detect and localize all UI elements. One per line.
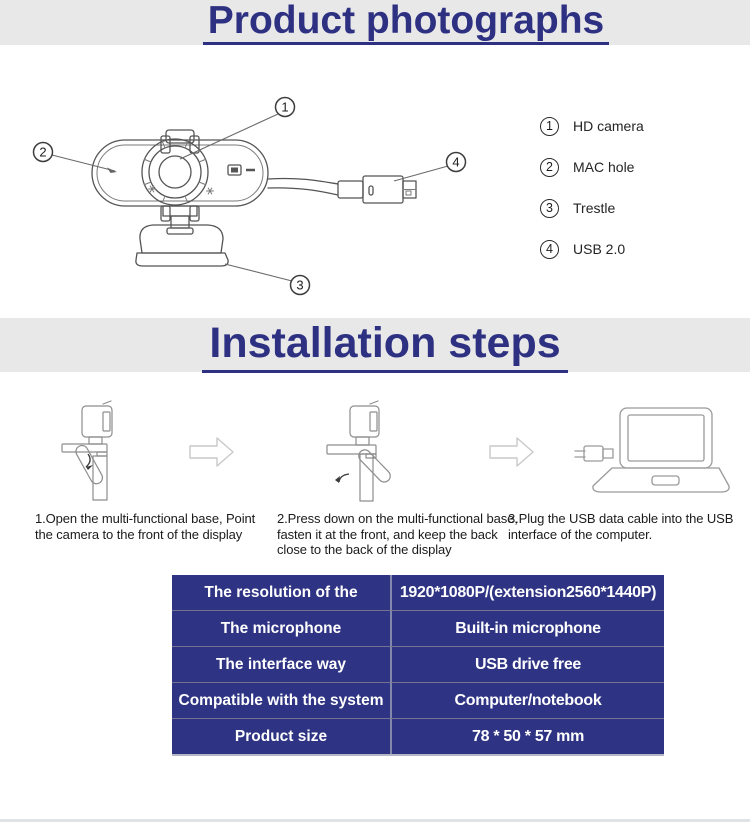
- install-title: Installation steps: [202, 318, 567, 373]
- spec-label: The resolution of the: [204, 583, 358, 601]
- spec-value: 1920*1080P/(extension2560*1440P): [390, 575, 664, 610]
- webcam-neck: [161, 206, 199, 234]
- svg-text:4: 4: [452, 154, 460, 170]
- usb-cable-plug: [268, 176, 416, 203]
- step3-caption: 3.Plug the USB data cable into the USB interface of the computer.: [508, 511, 734, 542]
- legend-item-usb: [540, 239, 644, 259]
- parts-legend: [540, 116, 644, 280]
- webcam-top-clip: [161, 130, 199, 153]
- camera-lens-icon: [142, 139, 208, 205]
- legend-item-mac-hole: [540, 157, 644, 177]
- photos-title: Product photographs: [203, 0, 609, 45]
- spec-value: Computer/notebook: [390, 682, 664, 718]
- spec-label: Product size: [172, 718, 390, 754]
- indicator-icons: [149, 165, 256, 194]
- legend-label: Trestle: [573, 200, 616, 216]
- callout-1: [180, 98, 295, 160]
- svg-text:3: 3: [296, 277, 304, 293]
- spec-value: 78 * 50 * 57 mm: [390, 718, 664, 754]
- legend-label: USB 2.0: [573, 241, 626, 257]
- installation-steps-art: [0, 390, 750, 512]
- circled-number-3-icon: 3: [540, 199, 559, 218]
- spec-label: Compatible with the system: [172, 682, 390, 718]
- spec-label: The microphone: [172, 610, 390, 646]
- callout-4: [394, 153, 466, 182]
- install-header-band: [0, 318, 750, 372]
- step3-laptop-illustration: [575, 408, 729, 492]
- circled-number-4-icon: 4: [540, 240, 559, 259]
- legend-label: MAC hole: [573, 159, 635, 175]
- callout-3: [225, 264, 310, 295]
- photos-header-band: [0, 0, 750, 45]
- webcam-diagram: [20, 85, 520, 307]
- spec-table: [172, 575, 664, 754]
- step2-illustration: [327, 401, 393, 501]
- circled-number-2-icon: 2: [540, 158, 559, 177]
- trestle-base: [136, 225, 228, 266]
- spec-label: The interface way: [172, 646, 390, 682]
- spec-value: Built-in microphone: [390, 610, 664, 646]
- step1-illustration: [62, 401, 112, 500]
- legend-item-hd-camera: [540, 116, 644, 136]
- step2-caption: 2.Press down on the multi-functional base, fasten it at the front, and keep the back close to the back of the display: [277, 511, 518, 557]
- svg-text:1: 1: [281, 99, 289, 115]
- step1-caption: 1.Open the multi-functional base, Point the camera to the front of the display: [35, 511, 256, 542]
- svg-text:2: 2: [39, 144, 47, 160]
- legend-item-trestle: [540, 198, 644, 218]
- spec-value: USB drive free: [390, 646, 664, 682]
- arrow-right-icon: [190, 438, 233, 466]
- circled-number-1-icon: 1: [540, 117, 559, 136]
- arrow-right-icon: [490, 438, 533, 466]
- legend-label: HD camera: [573, 118, 644, 134]
